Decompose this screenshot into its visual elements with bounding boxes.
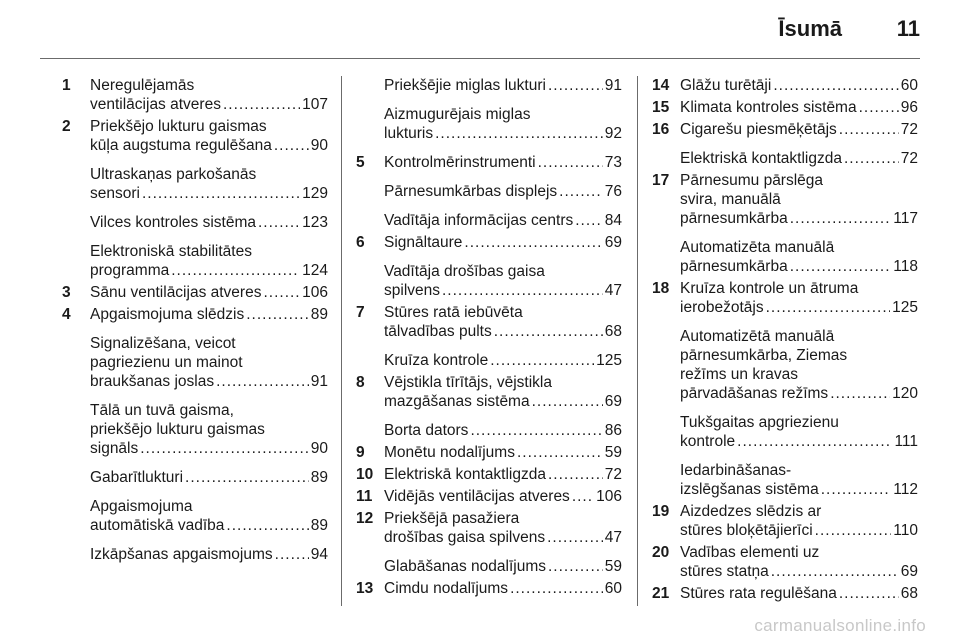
page-reference: 110 [893,522,918,539]
entry-reference-line [680,298,918,317]
entry-label: Elektriskā kontaktligzda [680,150,842,167]
entry-text-line: Iedarbināšanas- [680,462,792,479]
entry-reference-line [680,149,918,168]
entry-reference-line [90,283,328,302]
entry-reference-line [384,421,622,440]
index-entry [356,487,622,506]
dot-leader [470,421,602,440]
entry-label: Gabarītlukturi [90,469,184,486]
callout-number: 12 [356,510,374,527]
entry-text-line: režīms un kravas [680,366,799,383]
page-reference: 96 [900,99,918,116]
index-entry [652,584,918,603]
index-entry [652,120,918,139]
page-reference: 84 [604,212,622,229]
entry-text-line: pagriezienu un mainot [90,354,243,371]
index-entry [356,303,622,341]
index-entry [652,98,918,117]
callout-number: 16 [652,121,670,138]
page-reference: 90 [310,137,328,154]
entry-reference-line [384,281,622,300]
entry-text-line: Tālā un tuvā gaisma, [90,402,234,419]
entry-reference-line [90,261,328,280]
index-entry [356,153,622,172]
page-reference: 94 [310,546,328,563]
entry-text-line: pārnesumkārba, Ziemas [680,347,848,364]
entry-reference-line [90,184,328,203]
page-reference: 124 [302,262,328,279]
dot-leader [263,283,300,302]
dot-leader [171,261,300,280]
dot-leader [185,468,309,487]
dot-leader [490,351,594,370]
page-reference: 129 [302,185,328,202]
entry-text-line: Automatizētā manuālā [680,328,835,345]
index-entry [62,242,328,280]
entry-label: Priekšējie miglas lukturi [384,77,546,94]
entry-label: stūres statņa [680,563,769,580]
index-entry [356,262,622,300]
page-reference: 60 [900,77,918,94]
entry-reference-line [384,233,622,252]
entry-text-line: Pārnesumu pārslēga [680,172,824,189]
index-entry [356,557,622,576]
entry-reference-line [90,213,328,232]
entry-label: Elektriskā kontaktligzda [384,466,546,483]
index-entry [652,502,918,540]
page-reference: 86 [604,422,622,439]
index-entry [652,413,918,451]
dot-leader [575,211,603,230]
page-reference: 68 [604,323,622,340]
callout-number: 9 [356,444,365,461]
page-reference: 125 [596,352,622,369]
index-entry [62,334,328,391]
callout-number: 20 [652,544,670,561]
page-reference: 69 [604,234,622,251]
dot-leader [839,584,899,603]
page-reference: 72 [604,466,622,483]
dot-leader [258,213,300,232]
page-reference: 68 [900,585,918,602]
entry-reference-line [680,521,918,540]
callout-number: 3 [62,284,71,301]
entry-reference-line [680,76,918,95]
entry-reference-line [384,211,622,230]
entry-reference-line [384,487,622,506]
entry-label: sensori [90,185,140,202]
entry-reference-line [680,432,918,451]
entry-reference-line [90,545,328,564]
dot-leader [226,516,308,535]
entry-label: Vadītāja informācijas centrs [384,212,574,229]
callout-number: 21 [652,585,670,602]
entry-reference-line [680,120,918,139]
entry-label: Borta dators [384,422,469,439]
page-reference: 59 [604,558,622,575]
callout-number: 13 [356,580,374,597]
dot-leader [830,384,890,403]
callout-number: 11 [356,488,373,505]
entry-text-line: Priekšējo lukturu gaismas [90,118,267,135]
index-column-2 [356,76,622,608]
page-reference: 118 [893,258,918,275]
dot-leader [859,98,899,117]
callout-number: 5 [356,154,365,171]
dot-leader [821,480,892,499]
index-entry [356,105,622,143]
entry-reference-line [384,76,622,95]
index-entry [356,351,622,370]
entry-reference-line [384,124,622,143]
entry-label: drošības gaisa spilvens [384,529,546,546]
page-reference: 117 [893,210,918,227]
page-reference: 47 [604,282,622,299]
index-entry [356,579,622,598]
entry-label: Kontrolmērinstrumenti [384,154,536,171]
entry-label: Cigarešu piesmēķētājs [680,121,837,138]
callout-number: 17 [652,172,670,189]
entry-label: ierobežotājs [680,299,764,316]
entry-reference-line [384,579,622,598]
entry-reference-line [90,468,328,487]
callout-number: 14 [652,77,670,94]
index-entry [62,468,328,487]
entry-text-line: Vadības elementi uz [680,544,820,561]
dot-leader [559,182,603,201]
dot-leader [773,76,898,95]
entry-label: Glāžu turētāji [680,77,772,94]
entry-label: Pārnesumkārbas displejs [384,183,558,200]
page-number: 11 [896,16,920,41]
callout-number: 6 [356,234,365,251]
entry-label: ventilācijas atveres [90,96,221,113]
dot-leader [517,443,603,462]
entry-reference-line [680,209,918,228]
callout-number: 15 [652,99,670,116]
dot-leader [548,465,603,484]
entry-label: stūres bloķētājierīci [680,522,813,539]
index-entry [62,165,328,203]
dot-leader [140,439,309,458]
entry-label: programma [90,262,170,279]
page-reference: 91 [604,77,622,94]
page-reference: 120 [892,385,918,402]
entry-label: Signāltaure [384,234,463,251]
index-entry [356,211,622,230]
entry-label: spilvens [384,282,440,299]
entry-label: Sānu ventilācijas atveres [90,284,262,301]
dot-leader [548,557,603,576]
entry-reference-line [680,562,918,581]
column-divider [341,76,342,606]
index-entry [652,238,918,276]
entry-reference-line [680,480,918,499]
entry-reference-line [680,384,918,403]
dot-leader [494,322,603,341]
entry-label: pārnesumkārba [680,258,788,275]
page-reference: 89 [310,517,328,534]
dot-leader [275,545,309,564]
index-entry [652,279,918,317]
page-reference: 47 [604,529,622,546]
entry-reference-line [384,351,622,370]
dot-leader [547,528,603,547]
index-entry [62,76,328,114]
entry-reference-line [90,372,328,391]
dot-leader [510,579,603,598]
dot-leader [815,521,892,540]
dot-leader [435,124,603,143]
index-entry [652,327,918,403]
entry-label: Klimata kontroles sistēma [680,99,857,116]
entry-text-line: Ultraskaņas parkošanās [90,166,257,183]
watermark: carmanualsonline.info [754,616,926,635]
page-reference: 92 [604,125,622,142]
index-entry [62,213,328,232]
page-reference: 72 [900,150,918,167]
dot-leader [223,95,300,114]
entry-label: Vilces kontroles sistēma [90,214,256,231]
entry-reference-line [680,98,918,117]
index-entry [356,373,622,411]
entry-label: Monētu nodalījums [384,444,515,461]
page-reference: 73 [604,154,622,171]
callout-number: 18 [652,280,670,297]
dot-leader [532,392,603,411]
dot-leader [274,136,309,155]
page-header [0,0,960,62]
dot-leader [771,562,899,581]
entry-text-line: Aizmugurējais miglas [384,106,531,123]
entry-label: Vidējās ventilācijas atveres [384,488,570,505]
callout-number: 10 [356,466,374,483]
entry-label: pārnesumkārba [680,210,788,227]
index-entry [652,171,918,228]
entry-text-line: Stūres ratā iebūvēta [384,304,523,321]
index-entry [62,305,328,324]
entry-reference-line [384,557,622,576]
page-reference: 72 [900,121,918,138]
page-reference: 123 [302,214,328,231]
index-entry [356,443,622,462]
dot-leader [464,233,602,252]
index-entry [652,543,918,581]
entry-reference-line [384,465,622,484]
entry-reference-line [90,136,328,155]
page-reference: 69 [604,393,622,410]
entry-label: pārvadāšanas režīms [680,385,829,402]
entry-label: izslēgšanas sistēma [680,481,819,498]
entry-text-line: priekšējo lukturu gaismas [90,421,265,438]
entry-text-line: Kruīza kontrole un ātruma [680,280,859,297]
dot-leader [216,372,309,391]
dot-leader [142,184,300,203]
entry-label: automātiskā vadība [90,517,225,534]
entry-text-line: Aizdedzes slēdzis ar [680,503,822,520]
dot-leader [790,257,892,276]
page-reference: 69 [900,563,918,580]
entry-label: tālvadības pults [384,323,492,340]
entry-reference-line [680,257,918,276]
entry-label: signāls [90,440,139,457]
callout-number: 1 [62,77,71,94]
entry-reference-line [384,392,622,411]
entry-reference-line [680,584,918,603]
header-divider [40,58,920,59]
entry-label: kūļa augstuma regulēšana [90,137,272,154]
index-entry [356,465,622,484]
dot-leader [442,281,603,300]
callout-number: 8 [356,374,365,391]
entry-reference-line [90,305,328,324]
index-entry [62,401,328,458]
page-reference: 112 [893,481,918,498]
dot-leader [548,76,603,95]
index-entry [652,76,918,95]
entry-text-line: Vējstikla tīrītājs, vējstikla [384,374,552,391]
page-reference: 106 [302,284,328,301]
dot-leader [766,298,891,317]
entry-text-line: Automatizēta manuālā [680,239,835,256]
entry-label: Izkāpšanas apgaismojums [90,546,273,563]
entry-text-line: Neregulējamās [90,77,195,94]
index-entry [356,421,622,440]
page-reference: 89 [310,469,328,486]
page-reference: 125 [892,299,918,316]
dot-leader [737,432,892,451]
entry-reference-line [384,528,622,547]
dot-leader [246,305,309,324]
entry-text-line: Apgaismojuma [90,498,193,515]
entry-label: Cimdu nodalījums [384,580,509,597]
entry-text-line: Elektroniskā stabilitātes [90,243,252,260]
page-reference: 111 [894,433,918,450]
dot-leader [572,487,594,506]
dot-leader [839,120,899,139]
entry-label: lukturis [384,125,434,142]
index-entry [356,233,622,252]
callout-number: 19 [652,503,670,520]
entry-reference-line [90,95,328,114]
index-entry [356,182,622,201]
entry-text-line: Signalizēšana, veicot [90,335,236,352]
entry-label: braukšanas joslas [90,373,215,390]
column-divider [637,76,638,606]
dot-leader [538,153,603,172]
index-entry [62,117,328,155]
entry-label: mazgāšanas sistēma [384,393,530,410]
entry-reference-line [384,443,622,462]
callout-number: 2 [62,118,71,135]
dot-leader [790,209,892,228]
entry-reference-line [384,153,622,172]
index-column-1 [62,76,328,574]
entry-reference-line [90,516,328,535]
page-reference: 76 [604,183,622,200]
index-column-3 [652,76,918,613]
callout-number: 7 [356,304,365,321]
entry-label: Glabāšanas nodalījums [384,558,546,575]
index-entry [652,461,918,499]
index-entry [62,283,328,302]
entry-label: Kruīza kontrole [384,352,489,369]
callout-number: 4 [62,306,71,323]
entry-text-line: svira, manuālā [680,191,781,208]
index-entry [356,509,622,547]
page-reference: 106 [596,488,622,505]
index-entry [652,149,918,168]
page-title: Īsumā [778,16,842,41]
page-reference: 89 [310,306,328,323]
entry-reference-line [384,182,622,201]
entry-text-line: Vadītāja drošības gaisa [384,263,545,280]
entry-text-line: Priekšējā pasažiera [384,510,520,527]
entry-text-line: Tukšgaitas apgriezienu [680,414,839,431]
index-entry [62,545,328,564]
entry-reference-line [90,439,328,458]
dot-leader [844,149,899,168]
entry-label: Stūres rata regulēšana [680,585,837,602]
entry-label: Apgaismojuma slēdzis [90,306,245,323]
page-reference: 59 [604,444,622,461]
page-reference: 90 [310,440,328,457]
page-reference: 91 [310,373,328,390]
page-reference: 107 [302,96,328,113]
index-entry [356,76,622,95]
page-reference: 60 [604,580,622,597]
index-entry [62,497,328,535]
entry-reference-line [384,322,622,341]
entry-label: kontrole [680,433,736,450]
